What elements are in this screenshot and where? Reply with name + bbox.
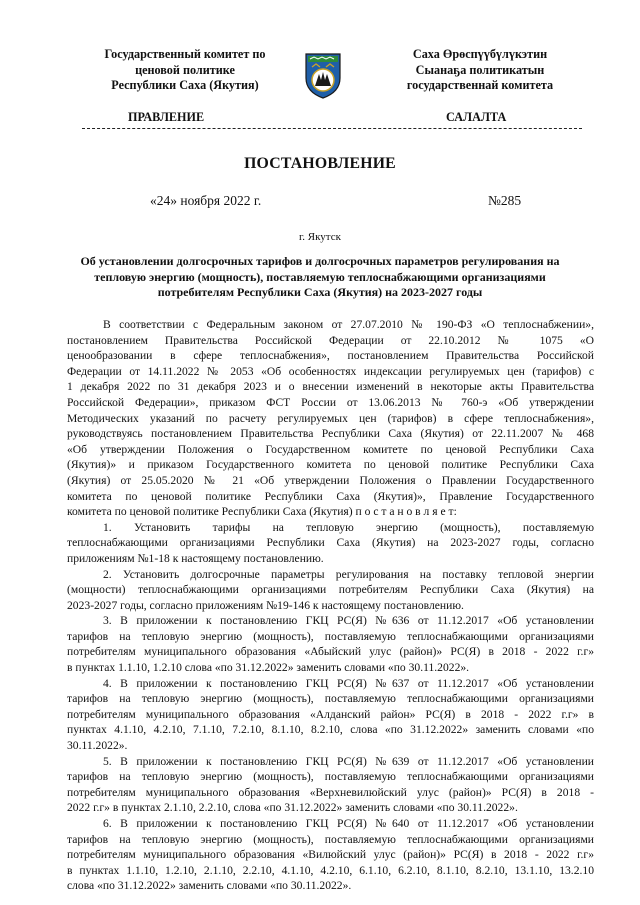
header-divider [82, 128, 582, 129]
document-body [67, 317, 594, 894]
body-line: Методических указаний по расчету регулируемых цен (тарифов) в сфере теплоснабжения», [67, 411, 594, 425]
body-line: 5. В приложении к постановлению ГКЦ РС(Я) №639 от 11.12.2017 «Об установлении [103, 754, 594, 768]
body-line: постановлением Правительства Российской Федерации от 22.10.2012 № 1075 «О [67, 333, 594, 347]
body-line: В соответствии с Федеральным законом от 27.07.2010 № 190-ФЗ «О теплоснабжении», [103, 318, 594, 331]
document-number: №285 [488, 193, 522, 208]
body-line: 3. В приложении к постановлению ГКЦ РС(Я) №636 от 11.12.2017 «Об установлении [103, 614, 594, 628]
body-line: Российской Федерации», приказом ФСТ России от 13.06.2013 № 760-э «Об утверждении [67, 395, 594, 409]
body-line: (Якутия) от 25.05.2020 № 21 «Об утверждении Положения о Правлении Государственного [67, 473, 594, 487]
committee-name-yakut [365, 47, 595, 94]
body-line: 30.11.2022». [67, 739, 128, 753]
body-line: «Об утверждении Положения о Государственном комитете по ценовой Республики Саха [67, 442, 594, 456]
header-right-line: Саха Өрөспүүбүлүкэтин [412, 47, 548, 61]
body-line: 6. В приложении к постановлению ГКЦ РС(Я) №640 от 11.12.2017 «Об установлении [103, 817, 594, 830]
document-title: ПОСТАНОВЛЕНИЕ [244, 155, 396, 172]
body-line: слова «по 31.12.2022» заменить словами «по 30.11.2022». [67, 879, 352, 893]
body-line: комитета по ценовой политике Республики Саха (Якутия)», Правление Государственного [67, 489, 594, 503]
subject-line: тепловую энергию (мощность), поставляемую теплоснабжающими организациями [94, 269, 546, 284]
document-subject [80, 254, 560, 301]
body-line: приложениям №1-18 к настоящему постановлению. [67, 551, 324, 565]
body-line: комитета по ценовой политике Республики Саха (Якутия) п о с т а н о в л я е т: [67, 505, 457, 519]
header-left-line: Республики Саха (Якутия) [111, 78, 259, 92]
body-line: потребителям муниципального образования «Верхневилюйский улус (район)» РС(Я) в 2018 - [67, 785, 594, 799]
body-line: 2023-2027 годы, согласно приложениям №19-146 к настоящему постановлению. [67, 598, 464, 612]
body-line: в пунктах 1.1.10, 1.2.10 слова «по 31.12.2022» заменить словами «по 30.11.2022». [67, 661, 470, 675]
body-line: Федерации от 14.11.2022 № 2053 «Об особенностях индексации регулируемых цен (тарифов) с [67, 364, 594, 378]
body-line: пунктах 4.1.10, 4.2.10, 7.1.10, 7.2.10, 8.1.10, 8.2.10, слова «по 31.12.2022» заменить словами «по [67, 723, 594, 737]
body-line: в пунктах 1.1.10, 1.2.10, 2.1.10, 2.2.10, 4.1.10, 4.2.10, 6.1.10, 6.2.10, 8.1.10, 8.2.10, 13.1.10, 13.2.10 [67, 863, 594, 877]
board-label-russian: ПРАВЛЕНИЕ [128, 110, 205, 124]
body-line: потребителям муниципального образования «Алданский район» РС(Я) в 2018 - 2022 г.г» в [67, 707, 594, 721]
body-line: теплоснабжающими организациями Республики Саха (Якутия) на 2023-2027 годы, согласно [67, 536, 594, 550]
header-left-line: Государственный комитет по [104, 47, 266, 61]
body-line: 4. В приложении к постановлению ГКЦ РС(Я) №637 от 11.12.2017 «Об установлении [103, 676, 594, 690]
subject-line: Об установлении долгосрочных тарифов и долгосрочных параметров регулирования на [80, 254, 560, 268]
body-line: (мощности) теплоснабжающими организациями потребителям Республики Саха (Якутия) на [67, 583, 594, 597]
document-date: «24» ноября 2022 г. [150, 193, 262, 208]
document-city: г. Якутск [299, 231, 341, 243]
header-right-line: государственнай комитета [406, 78, 554, 92]
body-line: тарифов на тепловую энергию (мощность), поставляемую теплоснабжающими организациями [67, 629, 594, 643]
body-line: 2022 г.г» в пунктах 2.1.10, 2.2.10, слова «по 31.12.2022» заменить словами «по 30.11.2022». [67, 801, 518, 815]
board-label-yakut: САЛАЛТА [446, 110, 507, 124]
body-line: руководствуясь постановлением Правительства Республики Саха (Якутия) от 22.11.2007 № 468 [67, 427, 594, 441]
body-line: потребителям муниципального образования «Абыйский улус (район)» РС(Я) в 2018 - 2022 г.г» [67, 645, 594, 659]
committee-name-russian [70, 47, 300, 94]
body-line: тарифов на тепловую энергию (мощность), поставляемую теплоснабжающими организациями [67, 770, 594, 784]
body-line: потребителям муниципального образования «Вилюйский улус (район)» РС(Я) в 2018 - 2022 г.г» [67, 848, 594, 862]
header-left-line: ценовой политике [135, 62, 235, 77]
subject-line: потребителям Республики Саха (Якутия) на 2023-2027 годы [157, 285, 483, 299]
body-line: 1 декабря 2022 по 31 декабря 2023 и о внесении изменений в некоторые акты Правительства [67, 380, 594, 394]
body-line: ценообразовании в сфере теплоснабжения», постановлением Правительства Российской [67, 349, 594, 363]
body-line: 1. Установить тарифы на тепловую энергию (мощность), поставляемую [103, 520, 594, 534]
body-line: (Якутия)» и приказом Государственного комитета по ценовой политике Республики Саха [67, 458, 594, 472]
body-line: тарифов на тепловую энергию (мощность), поставляемую теплоснабжающими организациями [67, 832, 594, 846]
body-line: 2. Установить долгосрочные параметры регулирования на поставку тепловой энергии [103, 567, 594, 581]
body-line: тарифов на тепловую энергию (мощность), поставляемую теплоснабжающими организациями [67, 692, 594, 706]
header-right-line: Сыанаҕа политикатын [415, 62, 545, 77]
coat-of-arms-emblem [302, 50, 344, 100]
